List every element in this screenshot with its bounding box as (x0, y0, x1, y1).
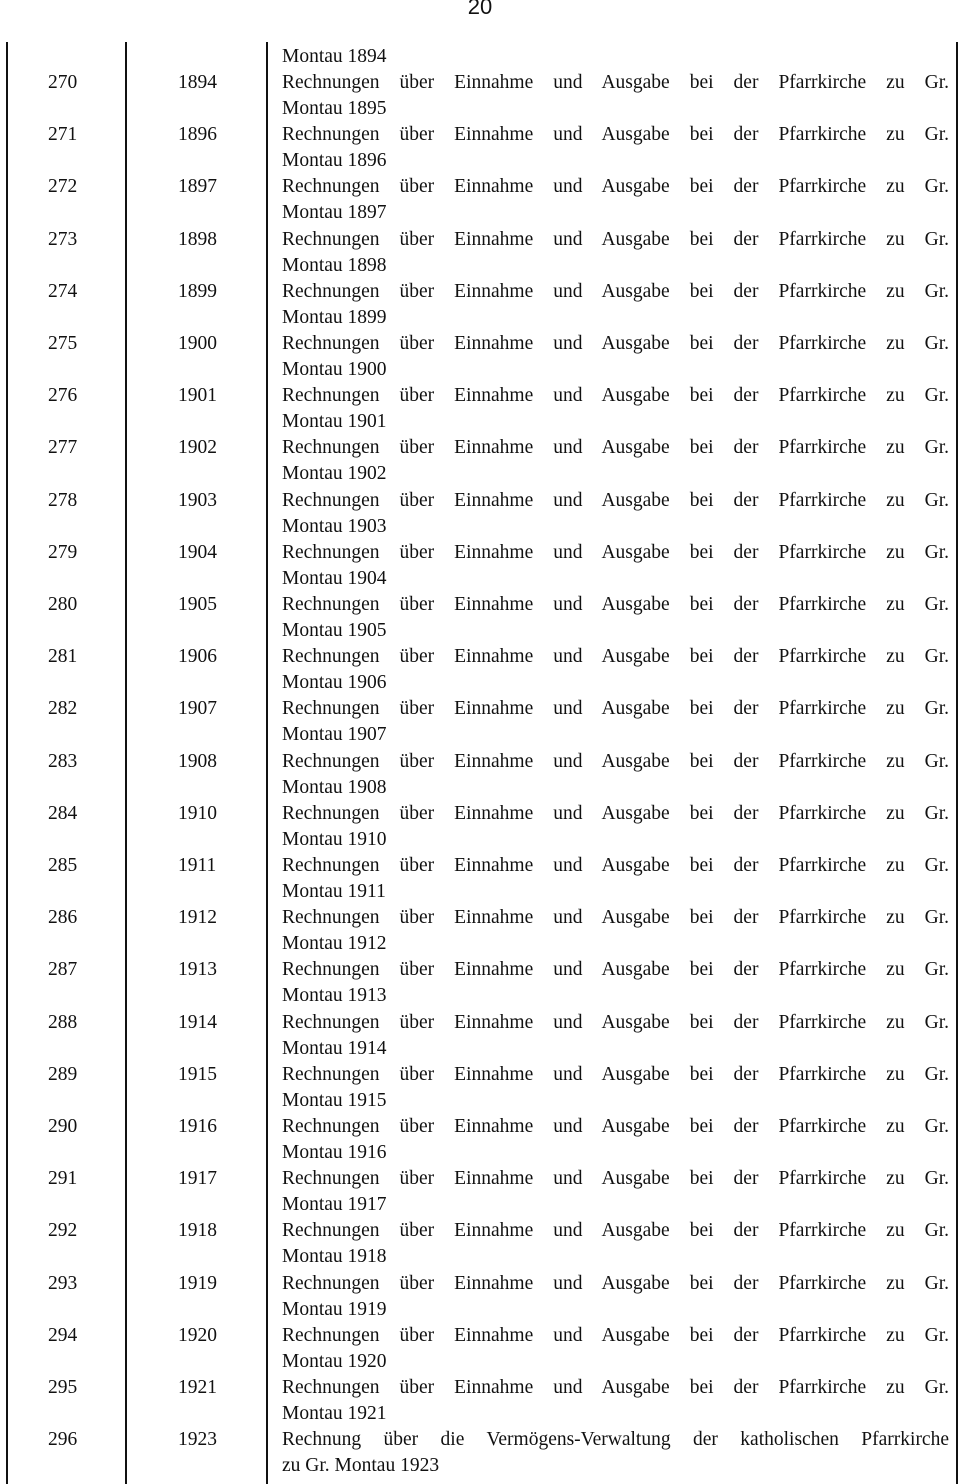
record-number: 271 (48, 124, 78, 146)
record-title-line: Rechnungen über Einnahme und Ausgabe bei der Pfarrkirche zu Gr. (282, 959, 949, 981)
record-title-line: Rechnung über die Vermögens-Verwaltung der katholischen Pfarrkirche (282, 1429, 949, 1451)
record-title-line: Rechnungen über Einnahme und Ausgabe bei der Pfarrkirche zu Gr. (282, 489, 949, 511)
record-number: 288 (48, 1011, 78, 1033)
record-number: 282 (48, 698, 78, 720)
table-row (0, 775, 960, 850)
record-title-line: Rechnungen über Einnahme und Ausgabe bei der Pfarrkirche zu Gr. (282, 72, 949, 93)
record-year: 1919 (178, 1272, 217, 1294)
record-title-line: Rechnungen über Einnahme und Ausgabe bei der Pfarrkirche zu Gr. (282, 333, 949, 354)
record-year: 1910 (178, 802, 217, 824)
record-title-line: Rechnungen über Einnahme und Ausgabe bei der Pfarrkirche zu Gr. (282, 646, 949, 668)
table-row (0, 148, 960, 224)
record-continuation-line: Montau 1899 (282, 306, 387, 328)
record-year: 1906 (178, 646, 217, 668)
record-continuation-line: Montau 1895 (282, 98, 387, 119)
record-title-line: Rechnungen über Einnahme und Ausgabe bei der Pfarrkirche zu Gr. (282, 802, 949, 824)
record-continuation-line: Montau 1916 (282, 1142, 387, 1163)
record-title-line: Rechnungen über Einnahme und Ausgabe bei der Pfarrkirche zu Gr. (282, 1168, 949, 1190)
table-row (0, 201, 960, 276)
record-number: 275 (48, 333, 78, 354)
record-title-line: Rechnungen über Einnahme und Ausgabe bei der Pfarrkirche zu Gr. (282, 385, 949, 407)
record-number: 270 (48, 72, 78, 93)
record-continuation-line: Montau 1898 (282, 254, 387, 276)
record-number: 285 (48, 855, 78, 876)
record-number: 287 (48, 959, 78, 981)
table-row (0, 462, 960, 537)
record-title-line: Rechnungen über Einnahme und Ausgabe bei der Pfarrkirche zu Gr. (282, 1063, 949, 1085)
record-number: 291 (48, 1168, 78, 1190)
record-number: 290 (48, 1116, 78, 1137)
record-year: 1915 (178, 1063, 217, 1085)
table-row (0, 827, 960, 902)
record-year: 1898 (178, 228, 217, 250)
record-continuation-line: Montau 1901 (282, 411, 387, 433)
record-continuation-line: Montau 1914 (282, 1037, 387, 1059)
record-year: 1899 (178, 280, 217, 302)
record-continuation-line: Montau 1910 (282, 828, 387, 850)
record-continuation-line: Montau 1919 (282, 1298, 387, 1320)
table-row (0, 1192, 960, 1268)
record-continuation-line: Montau 1897 (282, 202, 387, 224)
page-number: 20 (467, 0, 493, 19)
record-title-line: Rechnungen über Einnahme und Ausgabe bei der Pfarrkirche zu Gr. (282, 1116, 949, 1137)
record-year: 1904 (178, 541, 217, 563)
record-continuation-line: Montau 1918 (282, 1246, 387, 1268)
record-title-line: Rechnungen über Einnahme und Ausgabe bei der Pfarrkirche zu Gr. (282, 750, 949, 772)
record-year: 1907 (178, 698, 217, 720)
table-row (0, 1401, 960, 1477)
table-row (0, 305, 960, 380)
record-number: 293 (48, 1272, 78, 1294)
record-number: 279 (48, 541, 78, 563)
record-number: 283 (48, 750, 78, 772)
record-year: 1900 (178, 333, 217, 354)
record-title-line: Rechnungen über Einnahme und Ausgabe bei der Pfarrkirche zu Gr. (282, 698, 949, 720)
record-description (282, 1427, 949, 1479)
record-title-line: Rechnungen über Einnahme und Ausgabe bei der Pfarrkirche zu Gr. (282, 437, 949, 459)
record-number: 278 (48, 489, 78, 511)
record-continuation-line: Montau 1907 (282, 724, 387, 746)
table-row (0, 253, 960, 328)
record-continuation-line: Montau 1908 (282, 776, 387, 798)
table-row (0, 879, 960, 955)
record-year: 1908 (178, 750, 217, 772)
record-continuation-line: Montau 1904 (282, 567, 387, 589)
record-year: 1918 (178, 1220, 217, 1242)
table-row (0, 618, 960, 694)
record-year: 1903 (178, 489, 217, 511)
record-continuation-line: Montau 1921 (282, 1403, 387, 1424)
record-year: 1905 (178, 594, 217, 615)
record-number: 281 (48, 646, 78, 668)
record-year: 1897 (178, 176, 217, 198)
table-row (0, 984, 960, 1059)
table-row (0, 670, 960, 746)
record-title-line: Rechnungen über Einnahme und Ausgabe bei der Pfarrkirche zu Gr. (282, 1377, 949, 1398)
record-number: 272 (48, 176, 78, 198)
record-title-line: Rechnungen über Einnahme und Ausgabe bei der Pfarrkirche zu Gr. (282, 1011, 949, 1033)
record-title-line: Rechnungen über Einnahme und Ausgabe bei der Pfarrkirche zu Gr. (282, 594, 949, 615)
record-title-line: Rechnungen über Einnahme und Ausgabe bei der Pfarrkirche zu Gr. (282, 124, 949, 146)
record-year: 1917 (178, 1168, 217, 1190)
record-year: 1901 (178, 385, 217, 407)
table-row (0, 1088, 960, 1163)
record-title-line: Rechnungen über Einnahme und Ausgabe bei der Pfarrkirche zu Gr. (282, 855, 949, 876)
record-continuation-line: Montau 1896 (282, 150, 387, 172)
record-number: 292 (48, 1220, 78, 1242)
record-year: 1913 (178, 959, 217, 981)
record-number: 289 (48, 1063, 78, 1085)
record-number: 274 (48, 280, 78, 302)
record-continuation-line: Montau 1900 (282, 359, 387, 380)
record-number: 276 (48, 385, 78, 407)
table-row (0, 409, 960, 485)
record-title-line: Rechnungen über Einnahme und Ausgabe bei der Pfarrkirche zu Gr. (282, 1324, 949, 1346)
record-continuation-line: Montau 1920 (282, 1350, 387, 1372)
record-number: 277 (48, 437, 78, 459)
record-number: 273 (48, 228, 78, 250)
record-year: 1896 (178, 124, 217, 146)
record-year: 1921 (178, 1377, 217, 1398)
record-year: 1914 (178, 1011, 217, 1033)
record-title-line: Rechnungen über Einnahme und Ausgabe bei der Pfarrkirche zu Gr. (282, 280, 949, 302)
record-year: 1916 (178, 1116, 217, 1137)
table-row (0, 566, 960, 641)
table-row (0, 514, 960, 589)
record-title-line: Rechnungen über Einnahme und Ausgabe bei der Pfarrkirche zu Gr. (282, 228, 949, 250)
table-row (0, 357, 960, 433)
table-row (0, 931, 960, 1007)
table-row (0, 723, 960, 798)
table-row (0, 1349, 960, 1424)
record-continuation-line: zu Gr. Montau 1923 (282, 1455, 440, 1477)
table-row (0, 1140, 960, 1216)
record-year: 1923 (178, 1429, 217, 1451)
record-title-line: Rechnungen über Einnahme und Ausgabe bei der Pfarrkirche zu Gr. (282, 907, 949, 929)
record-continuation-line: Montau 1912 (282, 933, 387, 955)
record-continuation-line: Montau 1905 (282, 620, 387, 641)
record-title-line: Rechnungen über Einnahme und Ausgabe bei der Pfarrkirche zu Gr. (282, 1220, 949, 1242)
record-continuation-line: Montau 1917 (282, 1194, 387, 1216)
record-number: 280 (48, 594, 78, 615)
record-title-line: Rechnungen über Einnahme und Ausgabe bei der Pfarrkirche zu Gr. (282, 541, 949, 563)
record-number: 284 (48, 802, 78, 824)
record-continuation-line: Montau 1915 (282, 1089, 387, 1111)
record-continuation-line: Montau 1911 (282, 881, 386, 902)
record-continuation-line: Montau 1902 (282, 463, 387, 485)
table-row (0, 44, 960, 119)
record-year: 1902 (178, 437, 217, 459)
carryover-line: Montau 1894 (282, 46, 387, 67)
record-number: 286 (48, 907, 78, 929)
record-number: 296 (48, 1429, 78, 1451)
table-row (0, 96, 960, 172)
table-row (0, 1245, 960, 1320)
table-row (0, 1297, 960, 1372)
record-title-line: Rechnungen über Einnahme und Ausgabe bei der Pfarrkirche zu Gr. (282, 1272, 949, 1294)
record-continuation-line: Montau 1913 (282, 985, 387, 1007)
record-title-line: Rechnungen über Einnahme und Ausgabe bei der Pfarrkirche zu Gr. (282, 176, 949, 198)
record-number: 295 (48, 1377, 78, 1398)
record-continuation-line: Montau 1906 (282, 672, 387, 694)
record-continuation-line: Montau 1903 (282, 515, 387, 537)
record-year: 1912 (178, 907, 217, 929)
record-year: 1920 (178, 1324, 217, 1346)
record-year: 1911 (178, 855, 217, 876)
table-row (0, 1036, 960, 1111)
record-number: 294 (48, 1324, 78, 1346)
record-year: 1894 (178, 72, 217, 93)
